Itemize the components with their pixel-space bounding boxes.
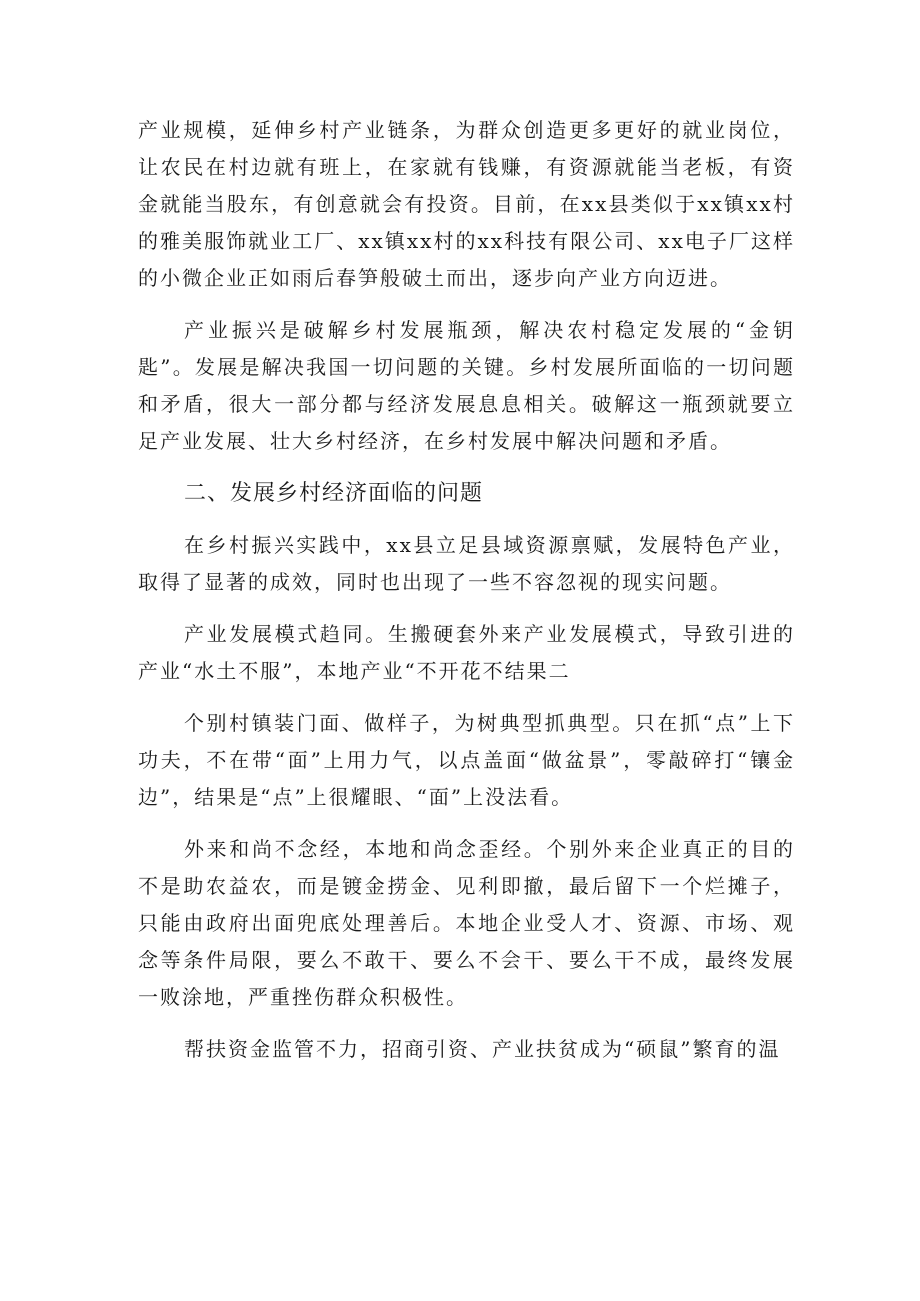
paragraph-industry-revitalization: 产业振兴是破解乡村发展瓶颈，解决农村稳定发展的“金钥匙”。发展是解决我国一切问题的关键。乡村发展所面临的一切问题和矛盾，很大一部分都与经济发展息息相关。破解这一瓶颈就要立足产业发展、壮大乡村经济，在乡村发展中解决问题和矛盾。 [138,318,795,453]
paragraph-enterprises: 外来和尚不念经，本地和尚念歪经。个别外来企业真正的目的不是助农益农，而是镀金捞金、见利即撤，最后留下一个烂摊子，只能由政府出面兜底处理善后。本地企业受人才、资源、市场、观念等条件局限，要么不敢干、要么不会干、要么干不成，最终发展一败涂地，严重挫伤群众积极性。 [138,837,795,1009]
paragraph-showcase: 个别村镇装门面、做样子，为树典型抓典型。只在抓“点”上下功夫，不在带“面”上用力气，以点盖面“做盆景”，零敲碎打“镶金边”，结果是“点”上很耀眼、“面”上没法看。 [138,711,795,809]
section-heading: 二、发展乡村经济面临的问题 [184,481,484,506]
paragraph-model-convergence: 产业发展模式趋同。生搬硬套外来产业发展模式，导致引进的产业“水土不服”，本地产业“不开花不结果二 [138,622,795,683]
document-body [138,112,795,1083]
paragraph-practice: 在乡村振兴实践中，xx县立足县域资源禀赋，发展特色产业，取得了显著的成效，同时也出现了一些不容忽视的现实问题。 [138,533,795,594]
paragraph-industry-scale: 产业规模，延伸乡村产业链条，为群众创造更多更好的就业岗位，让农民在村边就有班上，在家就有钱赚，有资源就能当老板，有资金就能当股东，有创意就会有投资。目前，在xx县类似于xx镇xx村的雅美服饰就业工厂、xx镇xx村的xx科技有限公司、xx电子厂这样的小微企业正如雨后春笋般破土而出，逐步向产业方向迈进。 [138,118,795,290]
paragraph-fund-supervision: 帮扶资金监管不力，招商引资、产业扶贫成为“硕鼠”繁育的温 [184,1037,781,1061]
